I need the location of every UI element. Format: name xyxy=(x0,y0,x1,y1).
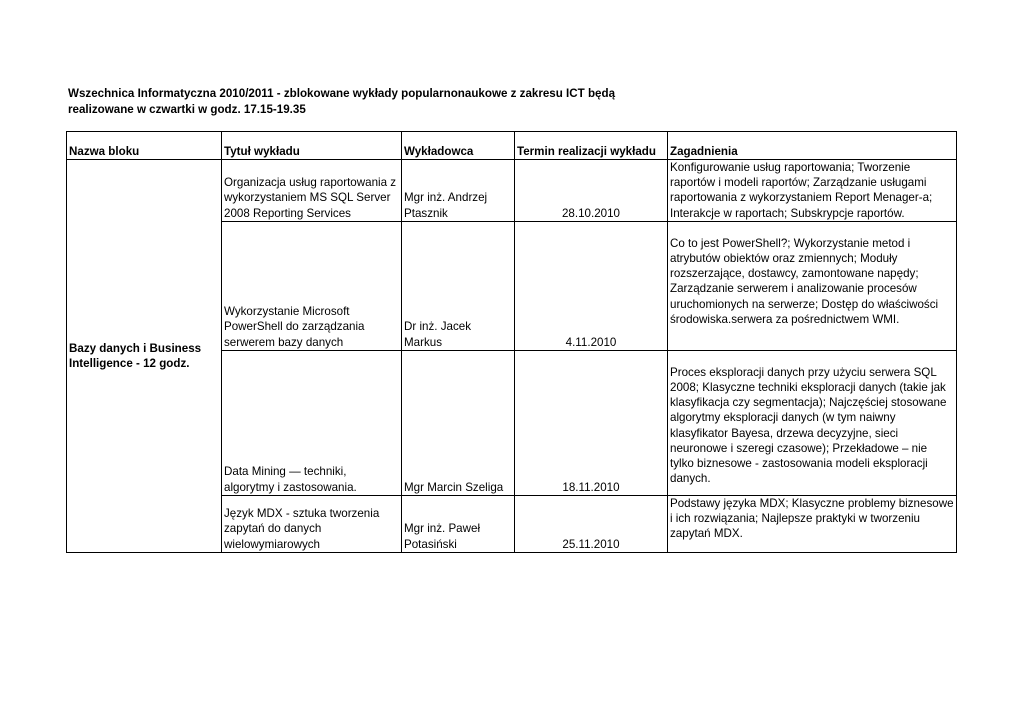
lecture-title-cell: Data Mining — techniki, algorytmy i zastosowania. xyxy=(222,350,402,495)
table-header-row xyxy=(67,132,957,160)
lecture-schedule-table xyxy=(66,131,957,553)
lecture-title-cell: Język MDX - sztuka tworzenia zapytań do danych wielowymiarowych xyxy=(222,495,402,552)
document-title: Wszechnica Informatyczna 2010/2011 - zblokowane wykłady popularnonaukowe z zakresu ICT będą realizowane w czwartki w godz. 17.15-19.35 xyxy=(68,87,616,116)
topics-cell: Podstawy języka MDX; Klasyczne problemy biznesowe i ich rozwiązania; Najlepsze praktyki w tworzeniu zapytań MDX. xyxy=(668,495,957,552)
date-cell: 4.11.2010 xyxy=(515,221,668,350)
date-cell: 18.11.2010 xyxy=(515,350,668,495)
lecture-title-cell: Wykorzystanie Microsoft PowerShell do zarządzania serwerem bazy danych xyxy=(222,221,402,350)
topics-cell: Konfigurowanie usług raportowania; Tworzenie raportów i modeli raportów; Zarządzanie usługami raportowania z wykorzystaniem Report Menager-a; Interakcje w raportach; Subskrypcje raportów. xyxy=(668,160,957,222)
col-header-topics: Zagadnienia xyxy=(668,132,957,160)
lecture-title-cell: Organizacja usług raportowania z wykorzystaniem MS SQL Server 2008 Reporting Services xyxy=(222,160,402,222)
col-header-block-name: Nazwa bloku xyxy=(67,132,222,160)
date-cell: 25.11.2010 xyxy=(515,495,668,552)
col-header-lecturer: Wykładowca xyxy=(402,132,515,160)
lecturer-cell: Mgr Marcin Szeliga xyxy=(402,350,515,495)
topics-cell: Co to jest PowerShell?; Wykorzystanie metod i atrybutów obiektów oraz zmiennych; Moduły rozszerzające, dostawcy, zamontowane napędy; Zarządzanie serwerem i analizowanie procesów uruchomionych na serwerze; Dostęp do właściwości środowiska.serwera za pośrednictwem WMI. xyxy=(668,221,957,350)
lecturer-cell: Dr inż. Jacek Markus xyxy=(402,221,515,350)
col-header-lecture-title: Tytuł wykładu xyxy=(222,132,402,160)
lecturer-cell: Mgr inż. Andrzej Ptasznik xyxy=(402,160,515,222)
topics-cell: Proces eksploracji danych przy użyciu serwera SQL 2008; Klasyczne techniki eksploracji danych (takie jak klasyfikacja czy segmentacja); Najczęściej stosowane algorytmy eksploracji danych (w tym naiwny klasyfikator Bayesa, drzewa decyzyjne, sieci neuronowe i szeregi czasowe); Przekładowe – nie tylko biznesowe - zastosowania modeli eksploracji danych. xyxy=(668,350,957,495)
date-cell: 28.10.2010 xyxy=(515,160,668,222)
col-header-date: Termin realizacji wykładu xyxy=(515,132,668,160)
lecturer-cell: Mgr inż. Paweł Potasiński xyxy=(402,495,515,552)
block-name-cell: Bazy danych i Business Intelligence - 12 godz. xyxy=(67,160,222,553)
table-row xyxy=(67,160,957,222)
